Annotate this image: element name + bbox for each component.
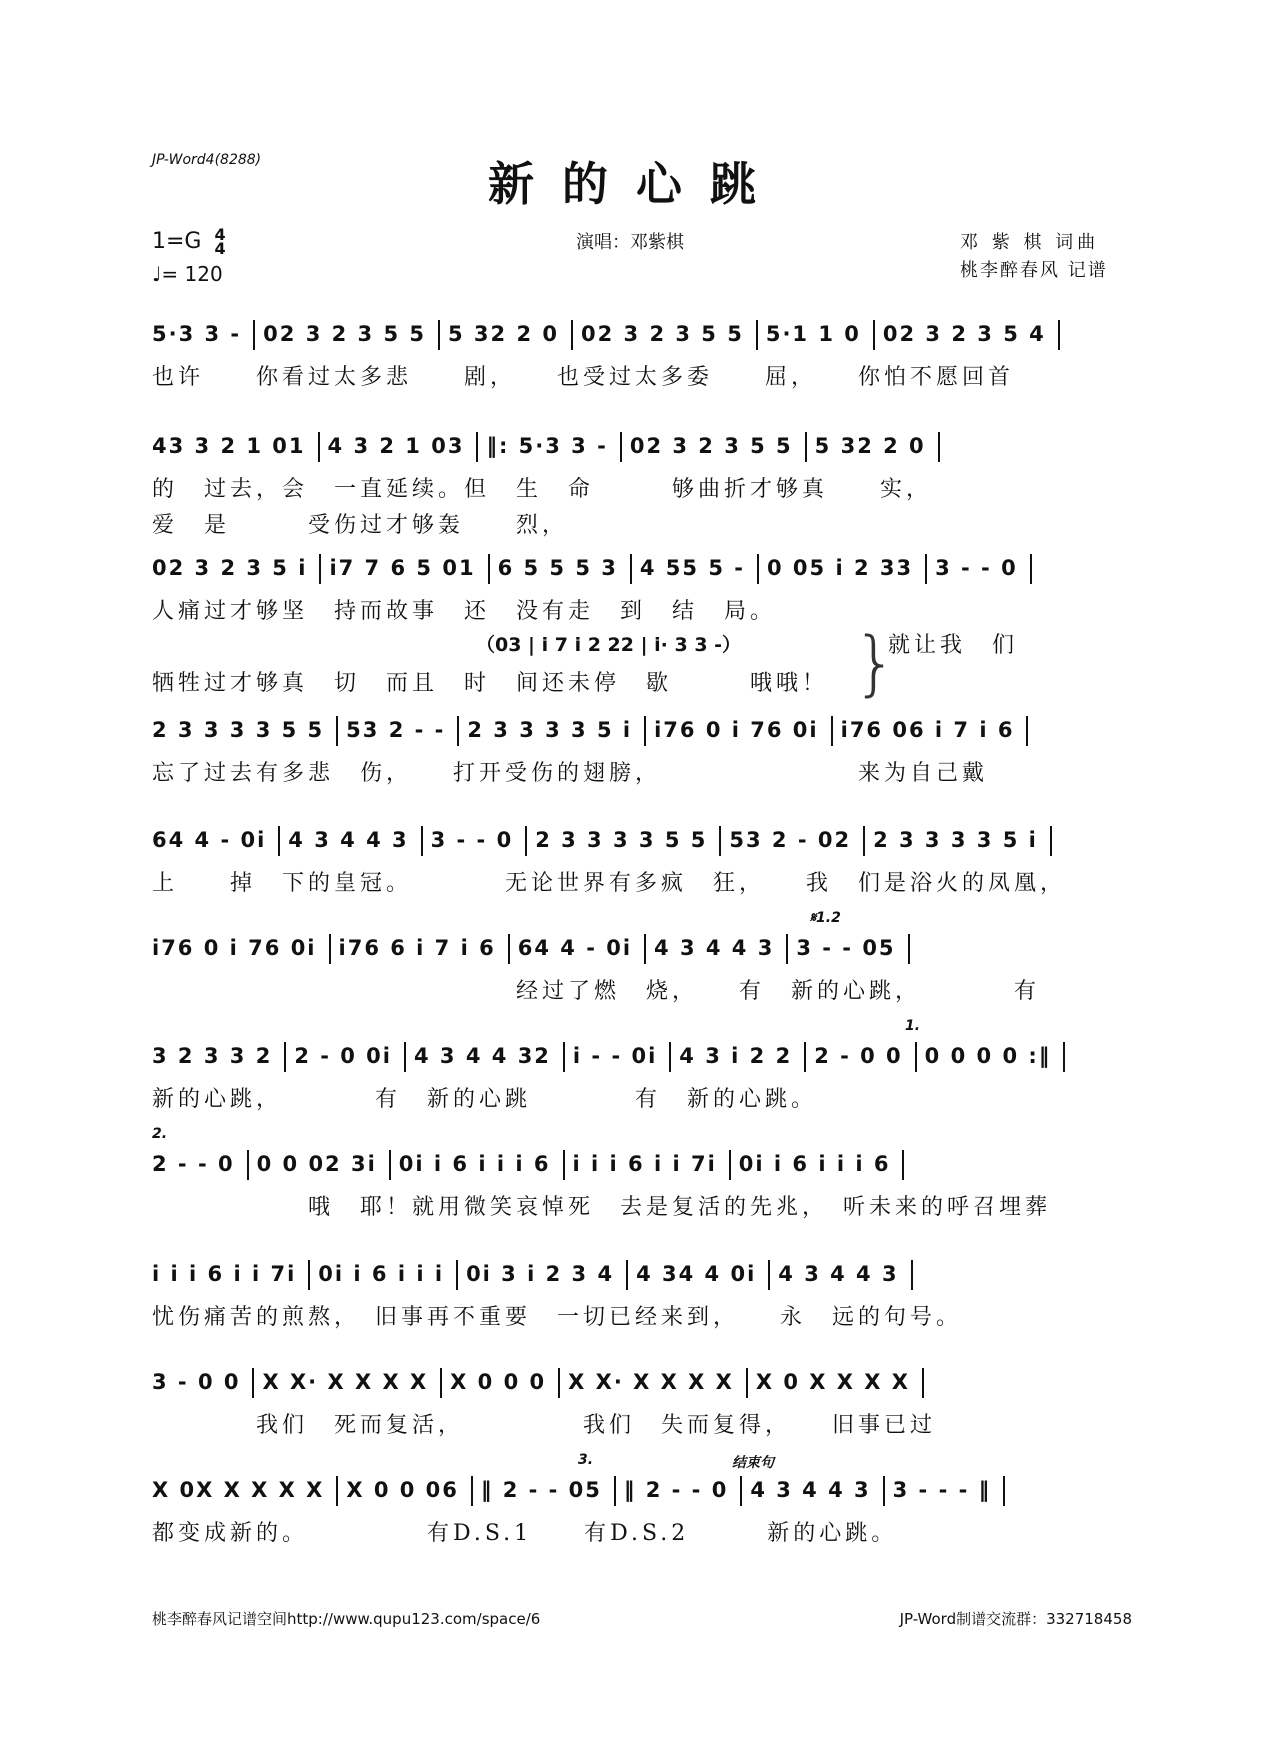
measure: X 0 0 0 — [450, 1370, 547, 1394]
bar-line — [740, 1476, 742, 1506]
bar-line — [278, 826, 280, 856]
measure: 2 - 0 0 — [814, 1044, 903, 1068]
lyric-line: 忘了过去有多悲 伤， 打开受伤的翅膀， 来为自己戴 — [152, 761, 989, 786]
notation-row — [152, 432, 1132, 462]
measure: 2 3 3 3 3 5 i — [873, 828, 1038, 852]
time-bottom: 4 — [214, 239, 226, 258]
measure: X 0X X X X X — [152, 1478, 325, 1502]
notation-row — [152, 1150, 1132, 1180]
measure: X 0 X X X X — [755, 1370, 910, 1394]
measure: 0i i 6 i i i 6 — [398, 1152, 551, 1176]
measure: 5·1 1 0 — [765, 322, 861, 346]
bar-line — [284, 1042, 286, 1072]
measure: ‖ 2 - - 0 — [623, 1478, 729, 1502]
lyricist-credit: 邓 紫 棋 词曲 — [960, 232, 1100, 253]
bar-line — [669, 1042, 671, 1072]
measure: 6 5 5 5 3 — [497, 556, 618, 580]
lyric-line: 我们 死而复活， 我们 失而复得， 旧事已过 — [152, 1413, 937, 1438]
bar-line — [1063, 1042, 1065, 1072]
lyric-line: 的 过去，会 一直延续。但 生 命 够曲折才够真 实， — [152, 477, 933, 502]
time-top: 4 — [214, 225, 226, 244]
bar-line — [336, 716, 338, 746]
footer-right-text: JP-Word制谱交流群：332718458 — [899, 1610, 1132, 1628]
aside-lyric: 就让我 们 — [888, 633, 1019, 658]
bar-line — [308, 1260, 310, 1290]
bar-line — [805, 432, 807, 462]
bar-line — [1030, 554, 1032, 584]
measure: 4 3 2 1 03 — [327, 434, 465, 458]
lyric-line: 人痛过才够坚 持而故事 还 没有走 到 结 局。 — [152, 599, 777, 624]
bar-line — [922, 1368, 924, 1398]
brace-symbol: } — [853, 622, 898, 704]
bar-line — [915, 1042, 917, 1072]
bar-line — [329, 934, 331, 964]
lyric-line: 都变成新的。 有D.S.1 有D.S.2 新的心跳。 — [152, 1521, 898, 1546]
key-text: 1=G — [152, 229, 202, 254]
bar-line — [804, 1042, 806, 1072]
bar-line — [558, 1368, 560, 1398]
section-marker: 𝄋1.2 — [810, 910, 841, 926]
bar-line — [883, 1476, 885, 1506]
measure: 0 0 02 3i — [256, 1152, 377, 1176]
measure: 4 3 4 4 3 — [654, 936, 775, 960]
measure: 3 - - 0 — [935, 556, 1018, 580]
lyric-line: 哦 耶！就用微笑哀悼死 去是复活的先兆， 听未来的呼召埋葬 — [152, 1195, 1052, 1220]
bar-line — [421, 826, 423, 856]
lyric-line: 经过了燃 烧， 有 新的心跳， 有 — [152, 979, 1041, 1004]
tempo-marking: ♩= 120 — [152, 262, 223, 286]
bar-line — [319, 554, 321, 584]
volta-marker: 3. — [578, 1452, 594, 1468]
measure: 2 - - 0 — [152, 1152, 235, 1176]
notation-row — [152, 1476, 1132, 1506]
bar-line — [253, 320, 255, 350]
measure: X X· X X X X — [262, 1370, 429, 1394]
bar-line — [614, 1476, 616, 1506]
bar-line — [525, 826, 527, 856]
bar-line — [404, 1042, 406, 1072]
measure: i - - 0i — [572, 1044, 658, 1068]
bar-line — [563, 1150, 565, 1180]
measure: ‖ 2 - - 05 — [480, 1478, 602, 1502]
bar-line — [786, 934, 788, 964]
notation-row — [152, 554, 1132, 584]
notation-row — [152, 1260, 1132, 1290]
lyric-line: 忧伤痛苦的煎熬， 旧事再不重要 一切已经来到， 永 远的句号。 — [152, 1305, 963, 1330]
measure: i i i 6 i i 7i — [152, 1262, 297, 1286]
measure: 4 3 4 4 3 — [288, 828, 409, 852]
software-label: JP-Word4(8288) — [152, 152, 262, 168]
measure: i76 0 i 76 0i — [654, 718, 819, 742]
measure: 64 4 - 0i — [517, 936, 633, 960]
measure: i76 06 i 7 i 6 — [840, 718, 1015, 742]
measure: 53 2 - 02 — [729, 828, 852, 852]
interlude-notation: （03 | i 7 i 2 22 | i· 3 3 -） — [476, 634, 742, 656]
transcriber-credit: 桃李醉春风 记谱 — [960, 260, 1108, 281]
measure: i76 6 i 7 i 6 — [338, 936, 496, 960]
bar-line — [571, 320, 573, 350]
bar-line — [318, 432, 320, 462]
bar-line — [746, 1368, 748, 1398]
measure: 5 32 2 0 — [814, 434, 926, 458]
bar-line — [902, 1150, 904, 1180]
bar-line — [247, 1150, 249, 1180]
notation-row — [152, 1042, 1132, 1072]
bar-line — [863, 826, 865, 856]
bar-line — [644, 716, 646, 746]
bar-line — [336, 1476, 338, 1506]
bar-line — [756, 320, 758, 350]
lyric-line: 上 掉 下的皇冠。 无论世界有多疯 狂， 我 们是浴火的凤凰， — [152, 871, 1067, 896]
bar-line — [1058, 320, 1060, 350]
bar-line — [925, 554, 927, 584]
bar-line — [908, 934, 910, 964]
measure: 4 3 4 4 32 — [414, 1044, 551, 1068]
key-signature — [152, 225, 226, 258]
bar-line — [471, 1476, 473, 1506]
notation-row — [152, 1368, 1132, 1398]
measure: X X· X X X X — [568, 1370, 734, 1394]
measure: i i i 6 i i 7i — [572, 1152, 717, 1176]
measure: X 0 0 06 — [346, 1478, 459, 1502]
measure: 4 3 4 4 3 — [750, 1478, 871, 1502]
bar-line — [644, 934, 646, 964]
bar-line — [456, 1260, 458, 1290]
notation-row — [152, 826, 1132, 856]
bar-line — [1050, 826, 1052, 856]
measure: 2 3 3 3 3 5 5 — [535, 828, 708, 852]
bar-line — [630, 554, 632, 584]
bar-line — [488, 554, 490, 584]
bar-line — [508, 934, 510, 964]
measure: ‖: 5·3 3 - — [486, 434, 608, 458]
measure: 4 3 4 4 3 — [778, 1262, 899, 1286]
time-signature — [214, 225, 226, 258]
footer-left-text: 桃李醉春风记谱空间http://www.qupu123.com/space/6 — [152, 1610, 541, 1628]
measure: 2 - 0 0i — [294, 1044, 392, 1068]
measure: 2 3 3 3 3 5 i — [467, 718, 633, 742]
measure: 5·3 3 - — [152, 322, 242, 346]
notation-row — [152, 320, 1132, 350]
measure: 0i i 6 i i i — [318, 1262, 445, 1286]
bar-line — [729, 1150, 731, 1180]
measure: 4 55 5 - — [639, 556, 745, 580]
bar-line — [911, 1260, 913, 1290]
bar-line — [757, 554, 759, 584]
bar-line — [620, 432, 622, 462]
notation-row — [152, 934, 1132, 964]
lyric-line: 新的心跳， 有 新的心跳 有 新的心跳。 — [152, 1087, 818, 1112]
bar-line — [768, 1260, 770, 1290]
measure: 4 3 i 2 2 — [679, 1044, 793, 1068]
singer-credit: 演唱：邓紫棋 — [576, 232, 684, 253]
bar-line — [719, 826, 721, 856]
measure: 4 34 4 0i — [636, 1262, 757, 1286]
measure: 0i 3 i 2 3 4 — [466, 1262, 615, 1286]
bar-line — [438, 320, 440, 350]
measure: 0 0 0 0 :‖ — [924, 1044, 1052, 1068]
measure: 02 3 2 3 5 i — [152, 556, 308, 580]
measure: 3 - - - ‖ — [892, 1478, 992, 1502]
bar-line — [938, 432, 940, 462]
bar-line — [1003, 1476, 1005, 1506]
measure: i7 7 6 5 01 — [329, 556, 476, 580]
section-marker: 2. — [152, 1126, 168, 1142]
bar-line — [252, 1368, 254, 1398]
measure: 64 4 - 0i — [152, 828, 267, 852]
measure: 2 3 3 3 3 5 5 — [152, 718, 325, 742]
lyric-line: 也许 你看过太多悲 剧， 也受过太多委 屈， 你怕不愿回首 — [152, 365, 1015, 390]
measure: 53 2 - - — [346, 718, 446, 742]
ending-marker: 结束句 — [732, 1455, 774, 1471]
measure: i76 0 i 76 0i — [152, 936, 317, 960]
measure: 5 32 2 0 — [448, 322, 559, 346]
bar-line — [440, 1368, 442, 1398]
measure: 02 3 2 3 5 5 — [263, 322, 426, 346]
bar-line — [1026, 716, 1028, 746]
measure: 02 3 2 3 5 5 — [581, 322, 744, 346]
measure: 3 - 0 0 — [152, 1370, 241, 1394]
bar-line — [873, 320, 875, 350]
notation-row — [152, 716, 1132, 746]
measure: 3 2 3 3 2 — [152, 1044, 273, 1068]
lyric-line: 爱 是 受伤过才够轰 烈， — [152, 513, 569, 538]
song-title: 新的心跳 — [488, 157, 784, 211]
measure: 43 3 2 1 01 — [152, 434, 306, 458]
bar-line — [831, 716, 833, 746]
measure: 3 - - 05 — [796, 936, 896, 960]
section-marker: 1. — [905, 1018, 921, 1034]
bar-line — [476, 432, 478, 462]
measure: 0i i 6 i i i 6 — [738, 1152, 891, 1176]
measure: 0 05 i 2 33 — [766, 556, 914, 580]
bar-line — [563, 1042, 565, 1072]
lyric-line: 牺牲过才够真 切 而且 时 间还未停 歇 哦哦！ — [152, 671, 829, 696]
bar-line — [389, 1150, 391, 1180]
measure: 02 3 2 3 5 5 — [629, 434, 793, 458]
bar-line — [457, 716, 459, 746]
measure: 3 - - 0 — [430, 828, 514, 852]
bar-line — [626, 1260, 628, 1290]
measure: 02 3 2 3 5 4 — [882, 322, 1046, 346]
